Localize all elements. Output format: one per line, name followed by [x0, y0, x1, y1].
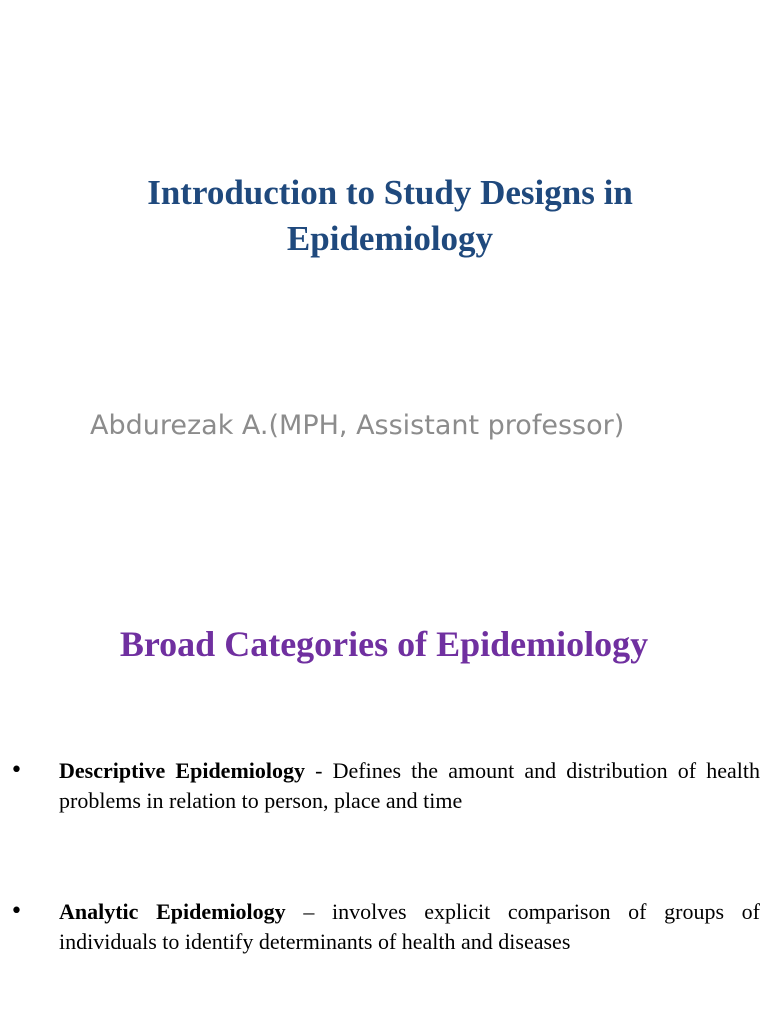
bullet-item-analytic [0, 897, 768, 957]
bullet-separator: – [285, 899, 332, 924]
bullet-dot-icon: • [10, 758, 23, 783]
bullet-separator: - [305, 758, 333, 783]
bullet-text: Defines the amount and distribution of health problems in relation to person, place and time [59, 758, 761, 813]
slide-title-line-2: Epidemiology [286, 219, 494, 258]
author-subtitle: Abdurezak A.(MPH, Assistant professor) [90, 410, 625, 441]
section-heading: Broad Categories of Epidemiology [119, 624, 649, 664]
bullet-term: Analytic Epidemiology [59, 899, 286, 924]
slide-title [80, 170, 700, 262]
bullet-term: Descriptive Epidemiology [59, 758, 306, 783]
bullet-list [0, 756, 768, 957]
bullet-dot-icon: • [10, 899, 23, 924]
bullet-item-descriptive [0, 756, 768, 816]
slide-title-line-1: Introduction to Study Designs in [147, 173, 633, 212]
bullet-text: involves explicit comparison of groups of individuals to identify determinants of health and diseases [59, 899, 761, 954]
